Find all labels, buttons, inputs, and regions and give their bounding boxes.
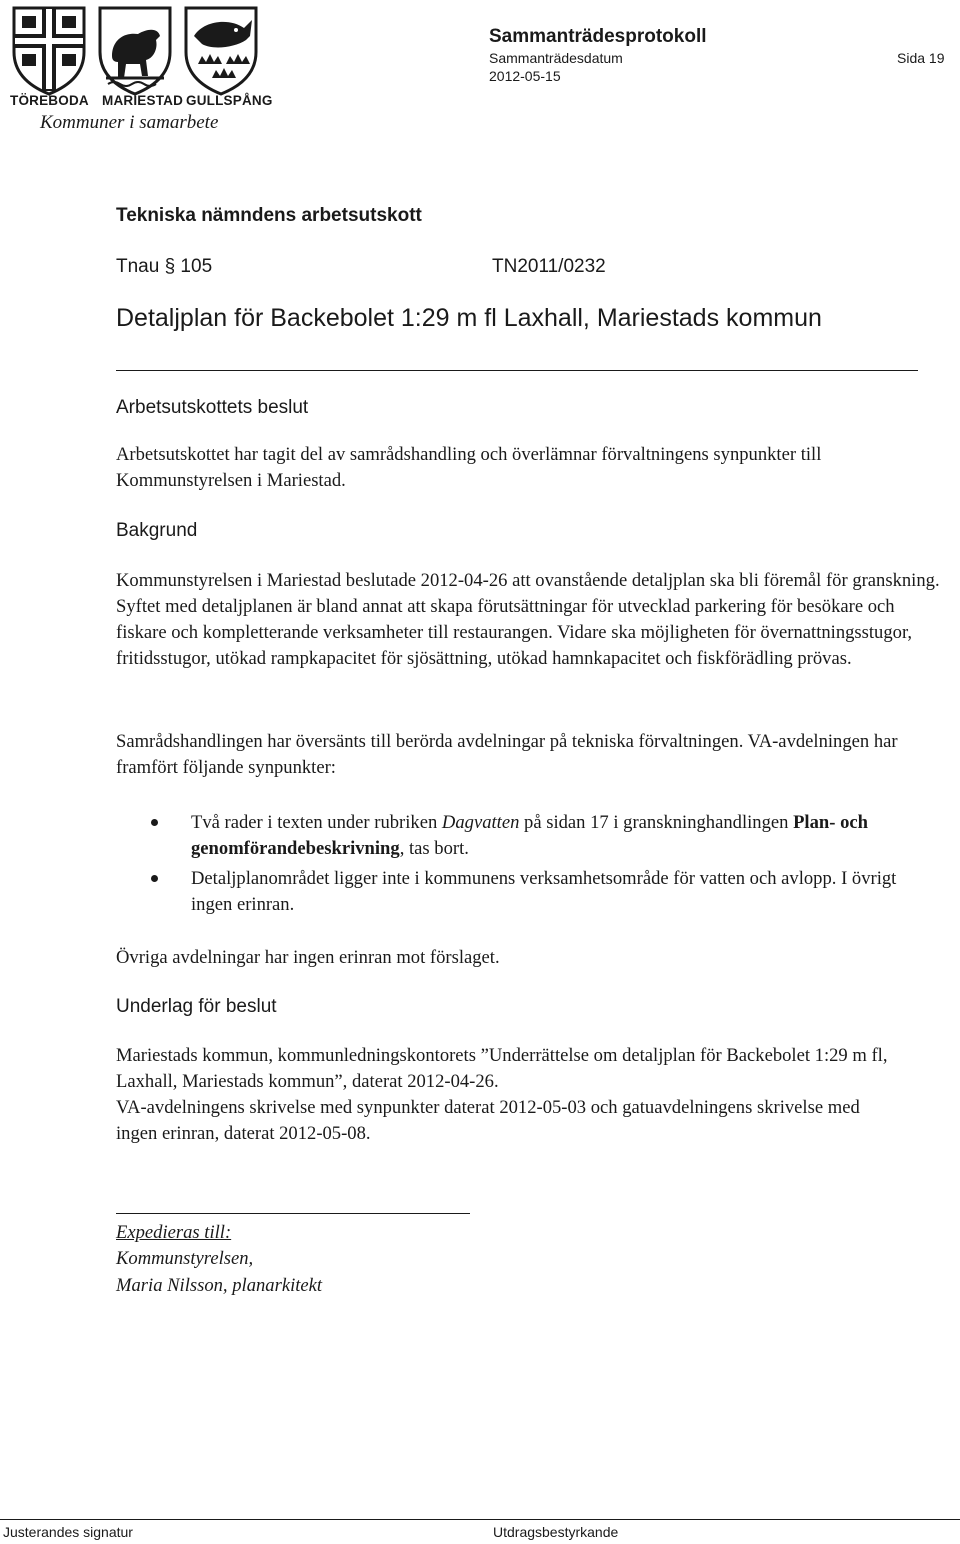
document-title: Detaljplan för Backebolet 1:29 m fl Laxhall, Mariestads kommun xyxy=(116,304,822,332)
signature-label: Justerandes signatur xyxy=(3,1524,133,1540)
municipality-name: TÖREBODA xyxy=(10,93,89,108)
dispatch-label-text: Expedieras till: xyxy=(116,1222,232,1243)
list-item xyxy=(151,866,931,918)
committee-name: Tekniska nämndens arbetsutskott xyxy=(116,205,422,226)
case-number: Tnau § 105 xyxy=(116,256,213,277)
municipality-coats-of-arms xyxy=(8,6,260,96)
dispatch-recipient: Maria Nilsson, planarkitekt xyxy=(116,1275,323,1296)
bullet-text: på sidan 17 i granskninghandlingen xyxy=(519,812,794,833)
other-departments-text: Övriga avdelningar har ingen erinran mot förslaget. xyxy=(116,947,500,968)
municipality-name: GULLSPÅNG xyxy=(186,93,273,108)
basis-paragraph: VA-avdelningens skrivelse med synpunkter daterat 2012-05-03 och gatuavdelningens skrivelse med ingen erinran, daterat 2012-05-08. xyxy=(116,1097,860,1144)
background-heading: Bakgrund xyxy=(116,520,198,541)
bullet-text: , tas bort. xyxy=(399,838,469,859)
protocol-title: Sammanträdesprotokoll xyxy=(489,26,707,47)
bullet-italic-text: Dagvatten xyxy=(441,812,520,833)
decision-text: Arbetsutskottet har tagit del av samrådshandling och överlämnar förvaltningens synpunkter till Kommunstyrelsen i Mariestad. xyxy=(116,444,822,491)
dispatch-divider xyxy=(116,1213,470,1214)
tagline: Kommuner i samarbete xyxy=(40,112,219,133)
page-number: Sida 19 xyxy=(897,50,945,66)
dispatch-recipient: Kommunstyrelsen, xyxy=(116,1248,254,1269)
mariestad-shield-icon xyxy=(100,8,170,94)
meeting-date-label: Sammanträdesdatum xyxy=(489,50,623,66)
extract-certification-label: Utdragsbestyrkande xyxy=(493,1524,619,1540)
bullet-bold-text: Plan- och genomförandebeskrivning xyxy=(191,812,868,859)
gullspang-shield-icon xyxy=(186,8,256,94)
meeting-date: 2012-05-15 xyxy=(489,68,561,84)
toreboda-shield-icon xyxy=(14,8,84,94)
bullet-text: Två rader i texten under rubriken xyxy=(191,812,442,833)
consultation-text: Samrådshandlingen har översänts till berörda avdelningar på tekniska förvaltningen. VA-avdelningen har framfört följande synpunkter: xyxy=(116,731,898,778)
list-item xyxy=(151,810,931,862)
diary-number: TN2011/0232 xyxy=(492,256,606,277)
title-divider xyxy=(116,370,918,371)
footer-divider xyxy=(0,1519,960,1520)
basis-heading: Underlag för beslut xyxy=(116,996,277,1017)
municipality-name: MARIESTAD xyxy=(102,93,184,108)
basis-text xyxy=(116,1043,896,1147)
bullet-text: Detaljplanområdet ligger inte i kommunens verksamhetsområde för vatten och avlopp. I övrigt ingen erinran. xyxy=(191,868,897,915)
basis-paragraph: Mariestads kommun, kommunledningskontorets ”Underrättelse om detaljplan för Backebolet 1:29 m fl, Laxhall, Mariestads kommun”, daterat 2012-04-26. xyxy=(116,1045,888,1092)
bullet-icon xyxy=(151,875,158,882)
dispatch-label xyxy=(116,1220,231,1246)
comments-list xyxy=(151,810,931,922)
background-text: Kommunstyrelsen i Mariestad beslutade 2012-04-26 att ovanstående detaljplan ska bli föremål för granskning. Syftet med detaljplanen är bland annat att skapa förutsättningar för utvecklad parkering för besökare och fiskare och kompletterande verksamheter till restaurangen. Vidare ska möjligheten för övernattningsstugor, fritidsstugor, utökad rampkapacitet för sjösättning, utökad hamnkapacitet och fiskförädling prövas. xyxy=(116,570,940,669)
bullet-icon xyxy=(151,819,158,826)
decision-heading: Arbetsutskottets beslut xyxy=(116,397,309,418)
